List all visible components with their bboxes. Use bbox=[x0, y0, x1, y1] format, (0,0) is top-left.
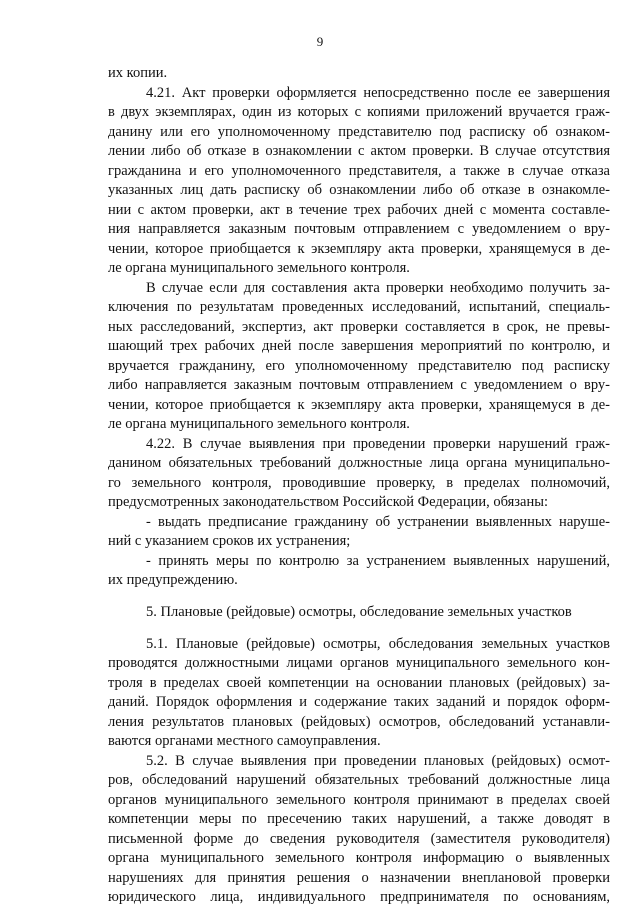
text-line: чении, которое приобщается к экземпляру акта проверки, хранящемуся в де- bbox=[108, 241, 610, 257]
text-line: ния направляется заказным почтовым отправлением с уведомлением о вру- bbox=[108, 221, 610, 237]
text-line: гражданина и его уполномоченного представителя, а также в случае отказа bbox=[108, 163, 610, 179]
text-line: 4.22. В случае выявления при проведении проверки нарушений граж- bbox=[146, 436, 610, 452]
text-line: ных расследований, экспертиз, акт проверки составляется в срок, не превы- bbox=[108, 319, 610, 335]
text-line: шающий трех рабочих дней после завершения мероприятий по контролю, и bbox=[108, 338, 610, 354]
text-line: даний. Порядок оформления и содержание таких заданий и порядок оформ- bbox=[108, 694, 610, 710]
text-line: нии с актом проверки, акт в течение трех рабочих дней с момента составле- bbox=[108, 202, 610, 218]
text-line: ле органа муниципального земельного контроля. bbox=[108, 260, 410, 276]
text-line: ления результатов плановых (рейдовых) осмотров, обследований устанавли- bbox=[108, 714, 610, 730]
text-line: - выдать предписание гражданину об устранении выявленных наруше- bbox=[146, 514, 610, 530]
text-line: 4.21. Акт проверки оформляется непосредственно после ее завершения bbox=[146, 85, 610, 101]
text-line: ров, обследований нарушений обязательных требований должностные лица bbox=[108, 772, 610, 788]
section-heading: 5. Плановые (рейдовые) осмотры, обследование земельных участков bbox=[146, 604, 572, 620]
text-line: проводятся должностными лицами органов муниципального земельного кон- bbox=[108, 655, 610, 671]
text-line: троля в пределах своей компетенции на основании плановых (рейдовых) за- bbox=[108, 675, 610, 691]
text-line: ключения по результатам проведенных исследований, испытаний, специаль- bbox=[108, 299, 610, 315]
text-line: либо направляется заказным почтовым отправлением с уведомлением о вру- bbox=[108, 377, 610, 393]
text-line: лении либо об отказе в ознакомлении с актом проверки. В случае отсутствия bbox=[108, 143, 610, 159]
text-line: их предупреждению. bbox=[108, 572, 238, 588]
page-number: 9 bbox=[316, 34, 324, 49]
text-line: письменной форме до сведения руководителя (заместителя руководителя) bbox=[108, 831, 610, 847]
text-line: нарушениях для принятия решения о назначении внеплановой проверки bbox=[108, 870, 610, 886]
text-line: 5.2. В случае выявления при проведении плановых (рейдовых) осмот- bbox=[146, 753, 610, 769]
text-line: в двух экземплярах, один из которых с копиями приложений вручается граж- bbox=[108, 104, 610, 120]
text-line: предусмотренных законодательством Российской Федерации, обязаны: bbox=[108, 494, 548, 510]
text-line: ваются органами местного самоуправления. bbox=[108, 733, 381, 749]
text-line: ний с указанием сроков их устранения; bbox=[108, 533, 351, 549]
text-line: вручается гражданину, его уполномоченному представителю под расписку bbox=[108, 358, 610, 374]
text-line: 5.1. Плановые (рейдовые) осмотры, обследования земельных участков bbox=[146, 636, 610, 652]
text-line: чении, которое приобщается к экземпляру акта проверки, хранящемуся в де- bbox=[108, 397, 610, 413]
text-line: - принять меры по контролю за устранением выявленных нарушений, bbox=[146, 553, 610, 569]
text-line: В случае если для составления акта проверки необходимо получить за- bbox=[146, 280, 610, 296]
text-line: органа муниципального земельного контроля информацию о выявленных bbox=[108, 850, 610, 866]
text-line: данином обязательных требований должностные лица органа муниципально- bbox=[108, 455, 610, 471]
text-line: компетенции меры по пресечению таких нарушений, а также доводят в bbox=[108, 811, 610, 827]
text-line: ле органа муниципального земельного контроля. bbox=[108, 416, 410, 432]
text-line: юридического лица, индивидуального предпринимателя по основаниям, bbox=[108, 889, 610, 905]
text-line: данину или его уполномоченному представителю под расписку об ознаком- bbox=[108, 124, 610, 140]
text-line: указанных лиц дать расписку об ознакомлении либо об отказе в ознакомле- bbox=[108, 182, 610, 198]
text-line: их копии. bbox=[108, 65, 168, 81]
text-line: органов муниципального земельного контроля принимают в пределах своей bbox=[108, 792, 610, 808]
text-line: го земельного контроля, проводившие проверку, в пределах полномочий, bbox=[108, 475, 610, 491]
